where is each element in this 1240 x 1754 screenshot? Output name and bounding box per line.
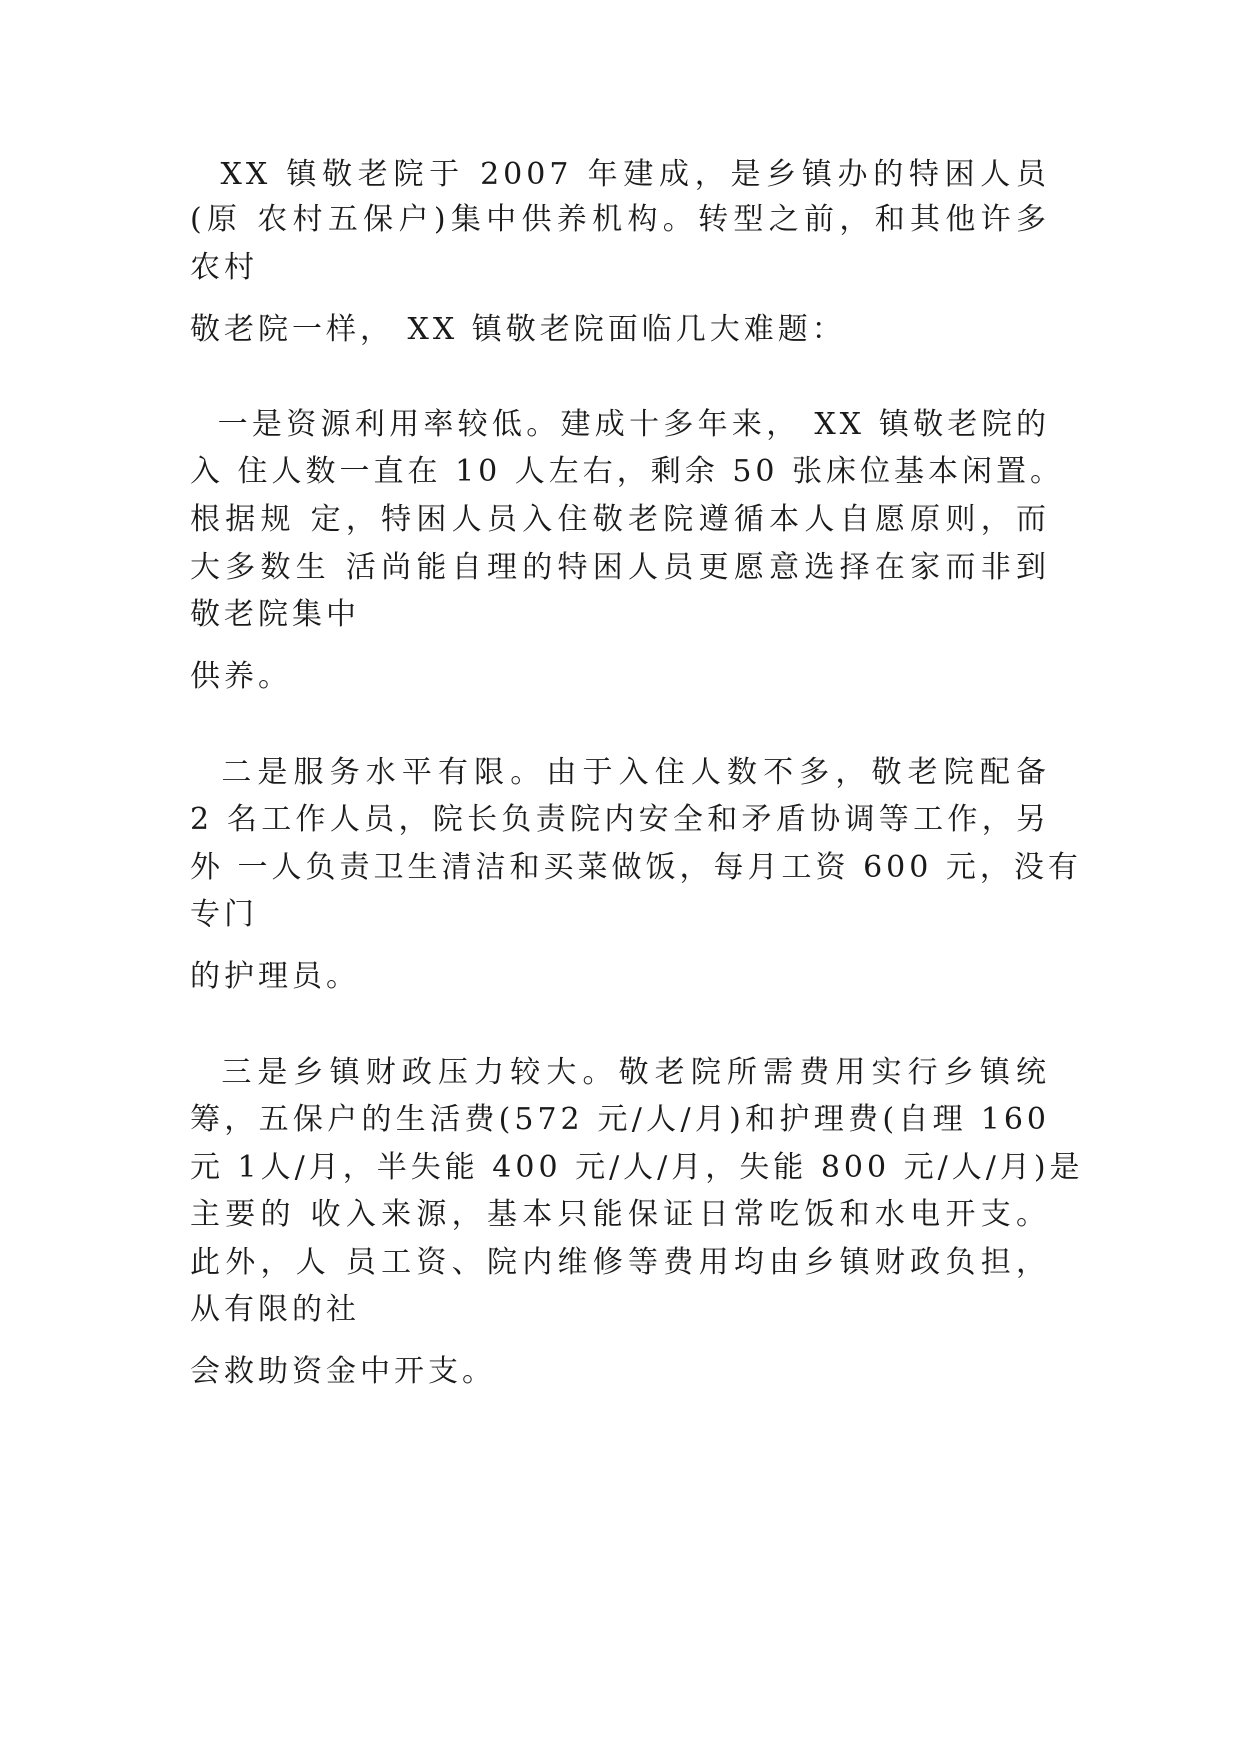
paragraph-7-line-4: 主要的 收入来源，基本只能保证日常吃饭和水电开支。 [190, 1197, 1050, 1232]
paragraph-3-line-4: 大多数生 活尚能自理的特困人员更愿意选择在家而非到 [190, 550, 1050, 585]
paragraph-7-line-3: 元 1人/月，半失能 400 元/人/月，失能 800 元/人/月)是 [190, 1150, 1084, 1185]
paragraph-1-line-2: (原 农村五保户)集中供养机构。转型之前，和其他许多 [190, 202, 1050, 237]
paragraph-1-line-3: 农村 [190, 250, 258, 285]
paragraph-3-line-1: 一是资源利用率较低。建成十多年来， XX 镇敬老院的 [190, 407, 1050, 442]
paragraph-5-line-4: 专门 [190, 897, 258, 932]
paragraph-6-line-1: 的护理员。 [190, 959, 360, 994]
paragraph-4-line-1: 供养。 [190, 659, 292, 694]
paragraph-3-line-5: 敬老院集中 [190, 597, 360, 632]
paragraph-3-line-2: 入 住人数一直在 10 人左右，剩余 50 张床位基本闲置。 [190, 454, 1065, 489]
paragraph-1-line-1: XX 镇敬老院于 2007 年建成，是乡镇办的特困人员 [190, 157, 1050, 192]
paragraph-7-line-5: 此外，人 员工资、院内维修等费用均由乡镇财政负担， [190, 1245, 1050, 1280]
paragraph-3-line-3: 根据规 定，特困人员入住敬老院遵循本人自愿原则，而 [190, 502, 1050, 537]
paragraph-7-line-6: 从有限的社 [190, 1292, 360, 1327]
paragraph-5-line-1: 二是服务水平有限。由于入住人数不多，敬老院配备 [190, 755, 1050, 790]
paragraph-8-line-1: 会救助资金中开支。 [190, 1354, 496, 1389]
paragraph-2-line-1: 敬老院一样， XX 镇敬老院面临几大难题： [190, 312, 846, 347]
paragraph-7-line-2: 筹，五保户的生活费(572 元/人/月)和护理费(自理 160 [190, 1102, 1050, 1137]
paragraph-5-line-3: 外 一人负责卫生清洁和买菜做饭，每月工资 600 元，没有 [190, 850, 1082, 885]
paragraph-7-line-1: 三是乡镇财政压力较大。敬老院所需费用实行乡镇统 [190, 1055, 1050, 1090]
paragraph-5-line-2: 2 名工作人员，院长负责院内安全和矛盾协调等工作，另 [190, 802, 1050, 837]
